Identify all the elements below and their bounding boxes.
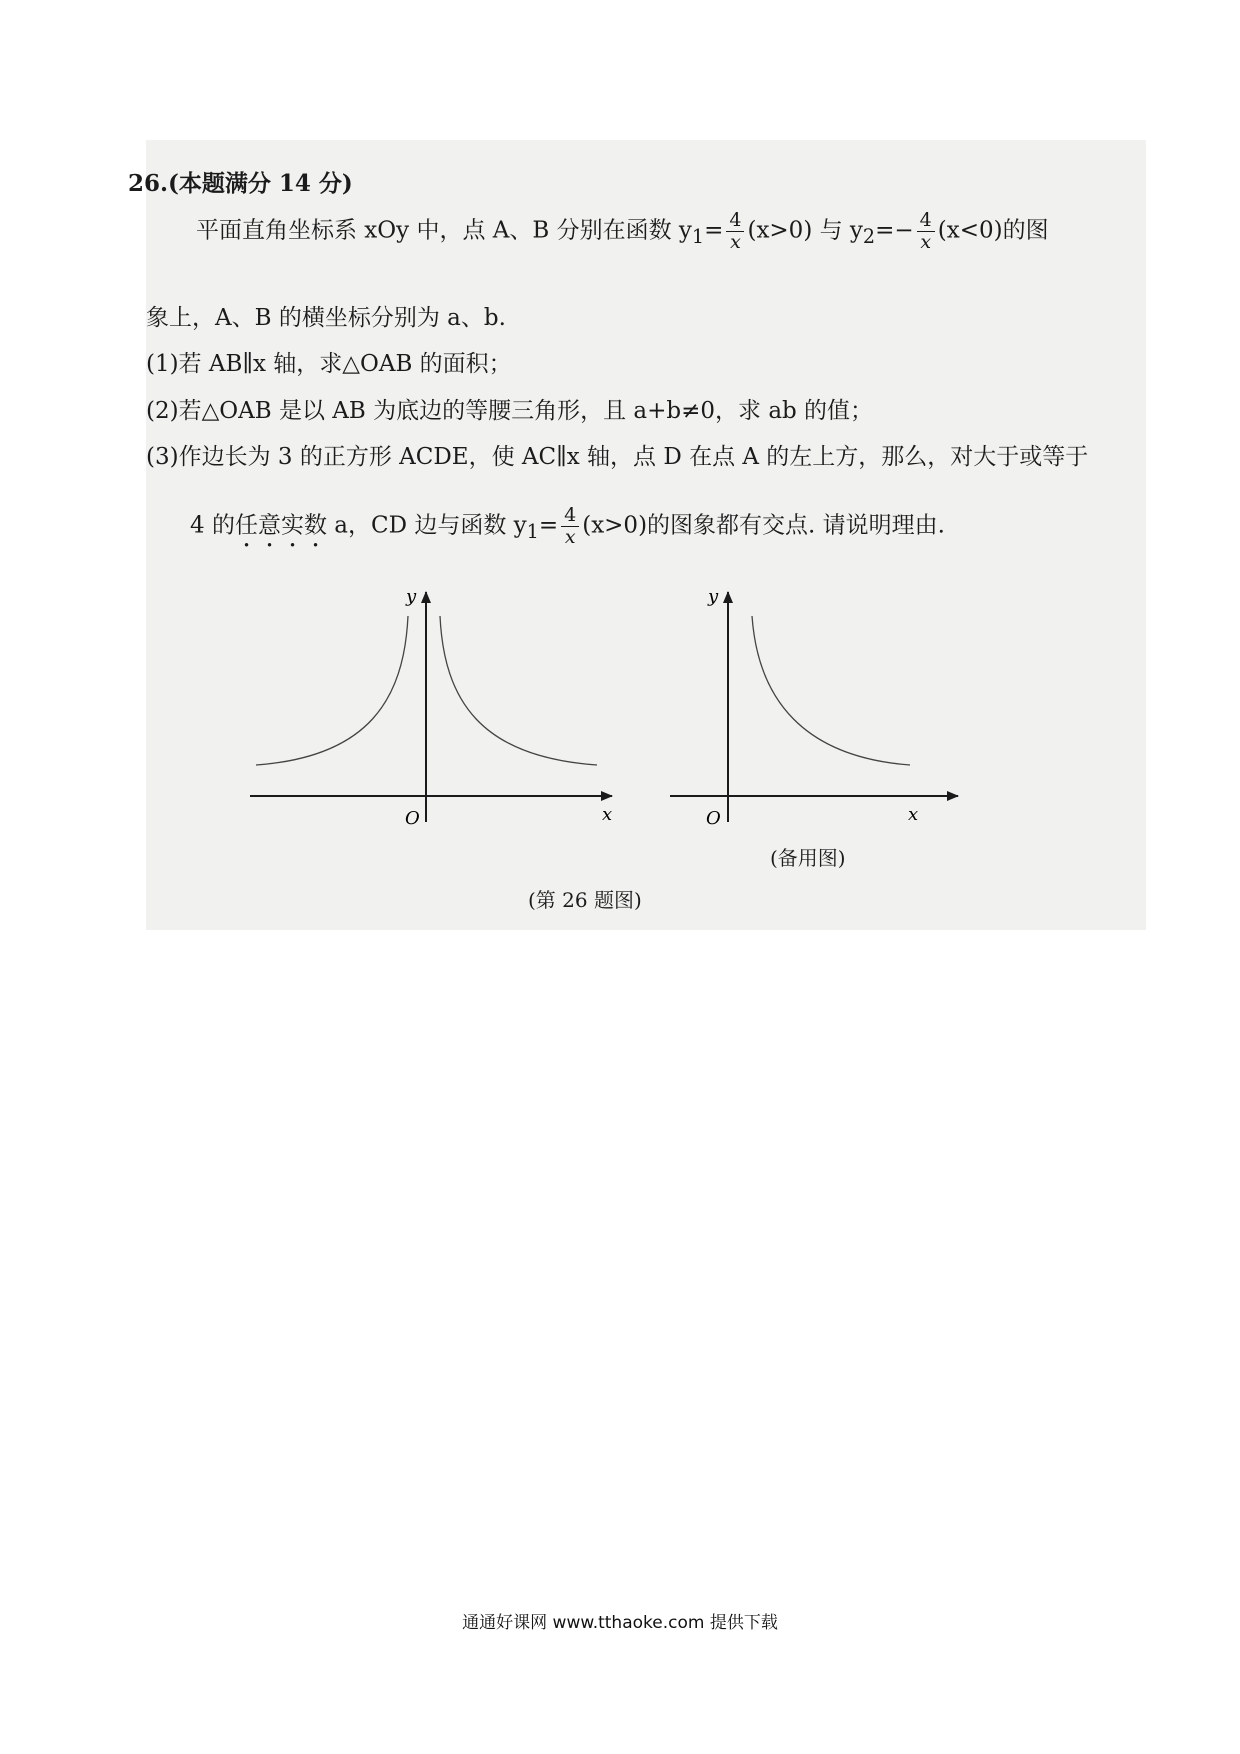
figure-main	[240, 580, 630, 840]
intro-text-c: 的图	[1002, 217, 1049, 244]
equals-minus-sign: =−	[875, 217, 914, 244]
hyperbola-branch-positive	[440, 616, 597, 765]
subscript-1: 1	[691, 224, 705, 248]
fraction-numerator: 4	[561, 505, 579, 527]
problem-intro-line-1	[196, 210, 1049, 253]
q3-prefix: 4 的	[190, 512, 235, 539]
fraction-numerator: 4	[917, 210, 935, 232]
domain-negative: (x<0)	[937, 217, 1003, 244]
fraction-numerator: 4	[726, 210, 744, 232]
footer-source: 通通好课网 www.tthaoke.com 提供下载	[462, 1613, 778, 1633]
equals-sign: =	[538, 512, 559, 539]
main-figure-caption: (第 26 题图)	[528, 888, 642, 912]
intro-text-b: 与 y	[819, 217, 863, 244]
problem-intro-line-2: 象上，A、B 的横坐标分别为 a、b.	[146, 305, 506, 331]
hyperbola-branch-negative	[256, 616, 408, 765]
x-axis-label: x	[602, 804, 613, 825]
hyperbola-branch-positive	[752, 616, 910, 765]
q3-emphasized-text: 任意实数	[234, 512, 327, 539]
fraction-4-over-x-neg	[917, 210, 935, 253]
fraction-4-over-x	[726, 210, 744, 253]
question-1: (1)若 AB∥x 轴，求△OAB 的面积；	[146, 351, 512, 377]
spare-figure-caption: (备用图)	[770, 846, 846, 870]
y-axis-label: y	[708, 586, 719, 607]
question-3-line-1: (3)作边长为 3 的正方形 ACDE，使 AC∥x 轴，点 D 在点 A 的左上方，那么，对大于或等于	[146, 444, 1089, 470]
x-axis-label: x	[908, 804, 919, 825]
figure-spare	[664, 580, 974, 840]
question-3-line-2	[190, 505, 945, 552]
fraction-denominator: x	[730, 230, 741, 253]
origin-label: O	[405, 808, 420, 829]
fraction-4-over-x	[561, 505, 579, 548]
problem-number: 26.	[128, 170, 169, 197]
problem-header	[128, 172, 353, 195]
intro-text-a: 平面直角坐标系 xOy 中，点 A、B 分别在函数 y	[196, 217, 692, 244]
fraction-denominator: x	[920, 230, 932, 253]
domain-positive: (x>0)	[747, 217, 813, 244]
q3-ending: (x>0)的图象都有交点. 请说明理由.	[582, 512, 945, 539]
problem-score: (本题满分 14 分)	[168, 170, 353, 197]
subscript-2: 2	[862, 224, 876, 248]
equals-sign: =	[704, 217, 724, 244]
subscript-1: 1	[526, 519, 539, 543]
y-axis-label: y	[406, 586, 417, 607]
question-2: (2)若△OAB 是以 AB 为底边的等腰三角形，且 a+b≠0，求 ab 的值；	[146, 398, 874, 424]
q3-middle: a，CD 边与函数 y	[326, 512, 527, 539]
origin-label: O	[706, 808, 721, 829]
fraction-denominator: x	[564, 525, 576, 548]
